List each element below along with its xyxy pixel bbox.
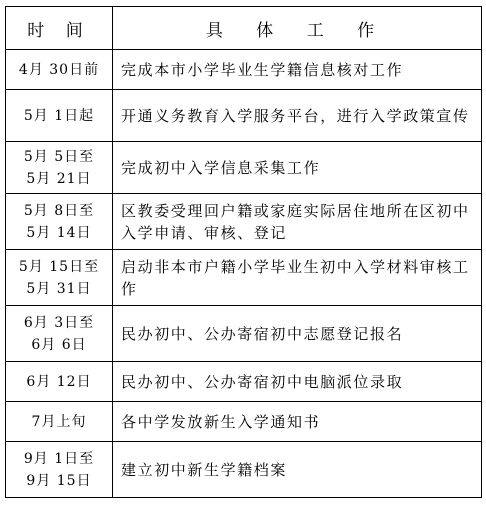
header-time: 时 间 bbox=[6, 7, 113, 50]
time-cell bbox=[6, 362, 113, 402]
header-row bbox=[6, 7, 482, 50]
task-cell: 启动非本市户籍小学毕业生初中入学材料审核工作 bbox=[113, 250, 482, 306]
time-line: 9月 15日 bbox=[26, 472, 92, 489]
time-cell bbox=[6, 306, 113, 362]
time-line: 5月 14日 bbox=[26, 224, 92, 241]
table-row bbox=[6, 142, 482, 194]
task-cell: 建立初中新生学籍档案 bbox=[113, 442, 482, 498]
table-row bbox=[6, 442, 482, 498]
time-cell bbox=[6, 50, 113, 90]
table-row bbox=[6, 306, 482, 362]
schedule-table-container bbox=[5, 6, 482, 498]
time-line: 9月 1日至 bbox=[23, 450, 95, 467]
table-row bbox=[6, 194, 482, 250]
task-cell: 开通义务教育入学服务平台，进行入学政策宣传 bbox=[113, 90, 482, 142]
table-row bbox=[6, 362, 482, 402]
time-cell bbox=[6, 442, 113, 498]
time-line: 4月 30日前 bbox=[18, 61, 100, 78]
task-cell: 完成初中入学信息采集工作 bbox=[113, 142, 482, 194]
time-cell bbox=[6, 142, 113, 194]
time-line: 5月 15日至 bbox=[18, 258, 100, 275]
time-line: 6月 6日 bbox=[31, 336, 87, 353]
time-line: 6月 3日至 bbox=[23, 314, 95, 331]
table-row bbox=[6, 50, 482, 90]
task-cell: 完成本市小学毕业生学籍信息核对工作 bbox=[113, 50, 482, 90]
time-line: 5月 1日起 bbox=[23, 107, 95, 124]
time-cell bbox=[6, 402, 113, 442]
table-row bbox=[6, 250, 482, 306]
table-row bbox=[6, 402, 482, 442]
time-cell bbox=[6, 90, 113, 142]
time-line: 6月 12日 bbox=[26, 373, 92, 390]
time-line: 5月 8日至 bbox=[23, 202, 95, 219]
table-row bbox=[6, 90, 482, 142]
task-cell: 民办初中、公办寄宿初中电脑派位录取 bbox=[113, 362, 482, 402]
task-cell: 民办初中、公办寄宿初中志愿登记报名 bbox=[113, 306, 482, 362]
time-line: 5月 21日 bbox=[26, 170, 92, 187]
time-line: 5月 31日 bbox=[26, 280, 92, 297]
time-cell bbox=[6, 194, 113, 250]
time-cell bbox=[6, 250, 113, 306]
enrollment-schedule-table bbox=[5, 6, 482, 498]
time-line: 5月 5日至 bbox=[23, 148, 95, 165]
task-cell: 区教委受理回户籍或家庭实际居住地所在区初中入学申请、审核、登记 bbox=[113, 194, 482, 250]
time-line: 7月上旬 bbox=[31, 413, 87, 430]
task-cell: 各中学发放新生入学通知书 bbox=[113, 402, 482, 442]
header-work: 具 体 工 作 bbox=[113, 7, 482, 50]
